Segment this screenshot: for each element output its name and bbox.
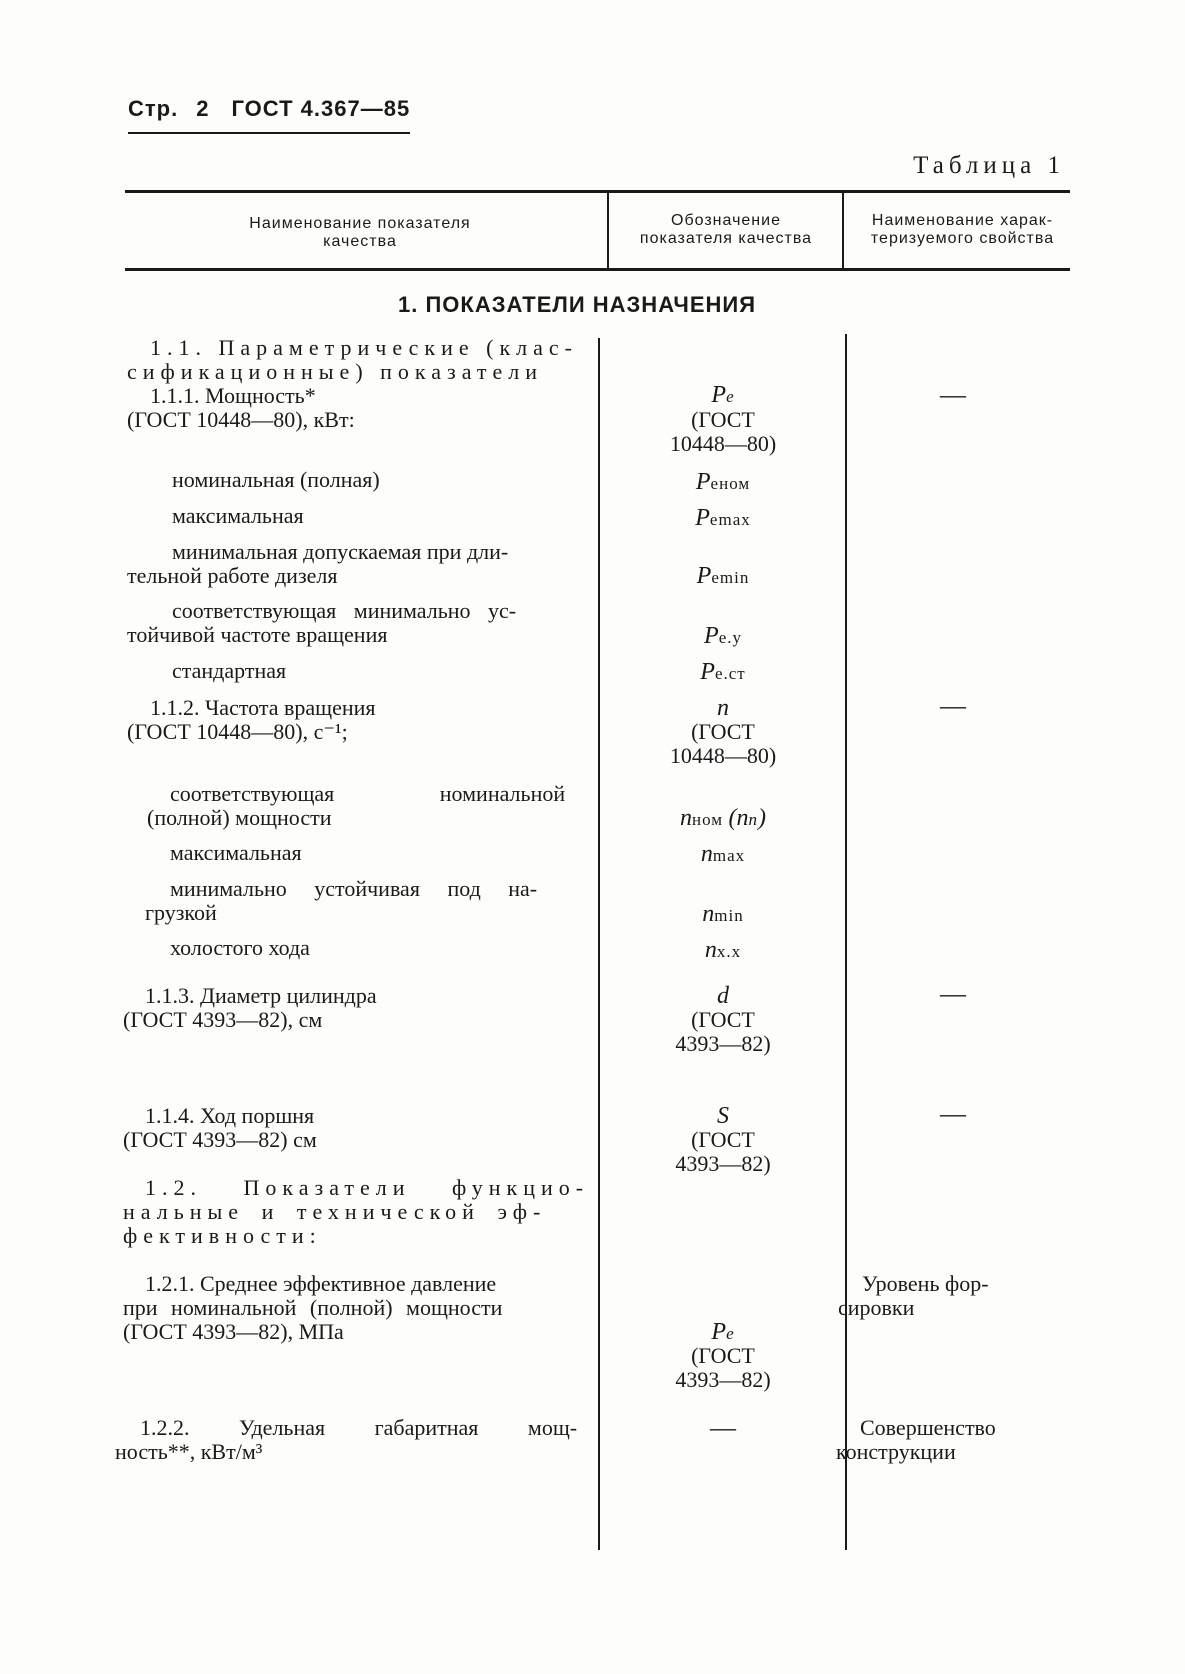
column-header-property-line2: теризуемого свойства (870, 230, 1055, 247)
row-power-min-line1 (172, 540, 590, 564)
row-1-1-2-line2: (ГОСТ 10448—80), с⁻¹; (127, 719, 348, 744)
column-header-symbol-line2: показателя качества (639, 230, 813, 247)
row-1-1-4-line2: (ГОСТ 4393—82) см (123, 1127, 317, 1152)
table-label: Таблица 1 (913, 152, 1065, 179)
symbol-p: P (695, 469, 711, 495)
row-power-stable-line1: соответствующая минимально ус- (172, 598, 517, 623)
row-speed-nominal-line2: (полной) мощности (147, 805, 332, 830)
column-header-property-line1: Наименование харак- (871, 212, 1054, 229)
symbol-sub: e (726, 1324, 735, 1343)
row-1-2-2-line1: 1.2.2. Удельная габаритная мощ- (140, 1415, 578, 1440)
row-1-2-2-property-line2: конструкции (836, 1439, 956, 1464)
row-1-1-1-line1: 1.1.1. Мощность* (150, 383, 316, 408)
row-1-2-2-line2: ность**, кВт/м³ (115, 1439, 263, 1464)
symbol-sub: х.х (716, 942, 742, 961)
section-title: 1. ПОКАЗАТЕЛИ НАЗНАЧЕНИЯ (398, 292, 757, 317)
row-1-1-2-line1: 1.1.2. Частота вращения (150, 695, 376, 720)
row-power-standard-symbol (618, 660, 828, 686)
row-1-1-line1: 1.1. Параметрические (клас- (150, 335, 578, 360)
col-divider-2-head (842, 193, 844, 268)
row-1-2-2-property-line1: Совершенство (860, 1415, 996, 1440)
symbol-p: P (711, 1319, 727, 1345)
row-speed-min-line2: грузкой (145, 900, 217, 925)
symbol-p: P (704, 623, 719, 649)
row-1-1-1-line2: (ГОСТ 10448—80), кВт: (127, 407, 355, 432)
col-divider-1-head (607, 193, 609, 268)
symbol-n: n (702, 901, 715, 927)
col-divider-2 (845, 334, 847, 1550)
row-1-1-4-source2: 4393—82) (675, 1151, 771, 1176)
symbol-n: n (700, 841, 713, 867)
row-speed-idle: холостого хода (170, 935, 310, 960)
symbol-p: P (696, 563, 712, 589)
row-1-1-line2: сификационные) показатели (127, 359, 544, 384)
column-header-name-line2: качества (323, 233, 397, 250)
row-1-1-1-source1: (ГОСТ (691, 407, 755, 432)
symbol-p: P (695, 505, 710, 531)
column-header-name-line1: Наименование показателя (249, 215, 471, 232)
row-power-standard: стандартная (172, 658, 287, 683)
page-label: Стр. (128, 96, 179, 121)
row-1-1-1-property: — (940, 380, 966, 409)
row-1-1-3-line2: (ГОСТ 4393—82), см (123, 1007, 323, 1032)
row-1-1-1-symbol (618, 383, 828, 409)
row-1-2-line1: 1.2. Показатели функцио- (145, 1175, 590, 1200)
row-1-1-4-symbol (618, 1104, 828, 1128)
header-underline (128, 132, 410, 134)
row-speed-idle-symbol (618, 938, 828, 964)
symbol-p: P (711, 382, 727, 408)
symbol-sub: e.у (718, 628, 742, 647)
row-1-1-3-symbol (618, 984, 828, 1008)
row-1-2-2-symbol: — (710, 1413, 736, 1442)
symbol-sub: emax (709, 510, 751, 529)
row-1-1-3-property: — (940, 979, 966, 1008)
row-1-2-1-property-line1: Уровень фор- (862, 1271, 989, 1296)
row-1-2-1-property-line2: сировки (838, 1295, 915, 1320)
row-power-min-text1: минимальная допускаемая при дли- (172, 539, 509, 564)
row-speed-min-line1: минимально устойчивая под на- (170, 876, 538, 901)
row-1-1-3-source1: (ГОСТ (691, 1007, 755, 1032)
column-header-property (850, 212, 1075, 248)
row-power-nominal-symbol (618, 470, 828, 496)
symbol-s: S (717, 1103, 729, 1129)
symbol-sub: ном (691, 810, 724, 829)
row-speed-min-symbol (618, 902, 828, 928)
row-1-2-1-source1: (ГОСТ (691, 1343, 755, 1368)
symbol-sub: e (726, 387, 735, 406)
column-header-symbol-line1: Обозначение (671, 212, 781, 229)
row-power-stable-line2: тойчивой частоте вращения (127, 622, 388, 647)
standard-id: ГОСТ 4.367—85 (231, 96, 411, 121)
row-1-1-4-source1: (ГОСТ (691, 1127, 755, 1152)
symbol-sub: min (714, 906, 744, 925)
col-divider-1 (598, 338, 600, 1550)
row-1-1-4-property: — (940, 1099, 966, 1128)
symbol-p: P (700, 659, 715, 685)
row-speed-nominal-text1: соответствующая номинальной (170, 781, 566, 806)
column-header-name (185, 215, 535, 251)
symbol-d: d (717, 983, 729, 1009)
symbol-n: n (717, 695, 729, 721)
row-power-max: максимальная (172, 503, 304, 528)
page-number: 2 (196, 96, 210, 121)
row-power-nominal: номинальная (полная) (172, 467, 380, 492)
page-header (128, 96, 410, 122)
row-1-1-3-source2: 4393—82) (675, 1031, 771, 1056)
symbol-n: n (704, 937, 717, 963)
row-1-1-2-property: — (940, 691, 966, 720)
row-1-2-line2: нальные и технической эф- (123, 1199, 547, 1224)
row-1-2-line3: фективности: (123, 1223, 322, 1248)
symbol-sub: emin (711, 568, 750, 587)
row-power-min-symbol (618, 564, 828, 590)
row-1-1-1-source2: 10448—80) (669, 431, 777, 456)
table-head-rule (125, 268, 1070, 271)
table-top-rule (125, 190, 1070, 193)
row-power-max-symbol (618, 506, 828, 532)
symbol-sub: п (748, 810, 759, 829)
row-1-2-1-line1: 1.2.1. Среднее эффективное давление (145, 1271, 497, 1296)
row-speed-nominal-symbol (618, 806, 828, 832)
row-1-1-4-line1: 1.1.4. Ход поршня (145, 1103, 315, 1128)
row-speed-nominal-line1 (170, 782, 590, 806)
symbol-close: ) (758, 805, 767, 831)
symbol-n-paren: (n (728, 805, 749, 831)
row-1-1-3-line1: 1.1.3. Диаметр цилиндра (145, 983, 377, 1008)
symbol-sub: max (712, 846, 746, 865)
row-1-1-2-source1: (ГОСТ (691, 719, 755, 744)
row-speed-max-symbol (618, 842, 828, 868)
row-1-2-1-line2: при номинальной (полной) мощности (123, 1295, 503, 1320)
row-1-1-2-source2: 10448—80) (669, 743, 777, 768)
row-speed-max: максимальная (170, 840, 302, 865)
row-power-stable-symbol (618, 624, 828, 650)
symbol-n: n (679, 805, 692, 831)
row-power-min-line2: тельной работе дизеля (127, 563, 338, 588)
row-1-2-1-line3: (ГОСТ 4393—82), МПа (123, 1319, 344, 1344)
symbol-sub: e.ст (714, 664, 746, 683)
row-1-1-2-symbol (618, 696, 828, 720)
column-header-symbol (612, 212, 840, 248)
row-1-2-1-source2: 4393—82) (675, 1367, 771, 1392)
symbol-sub: eном (710, 474, 751, 493)
